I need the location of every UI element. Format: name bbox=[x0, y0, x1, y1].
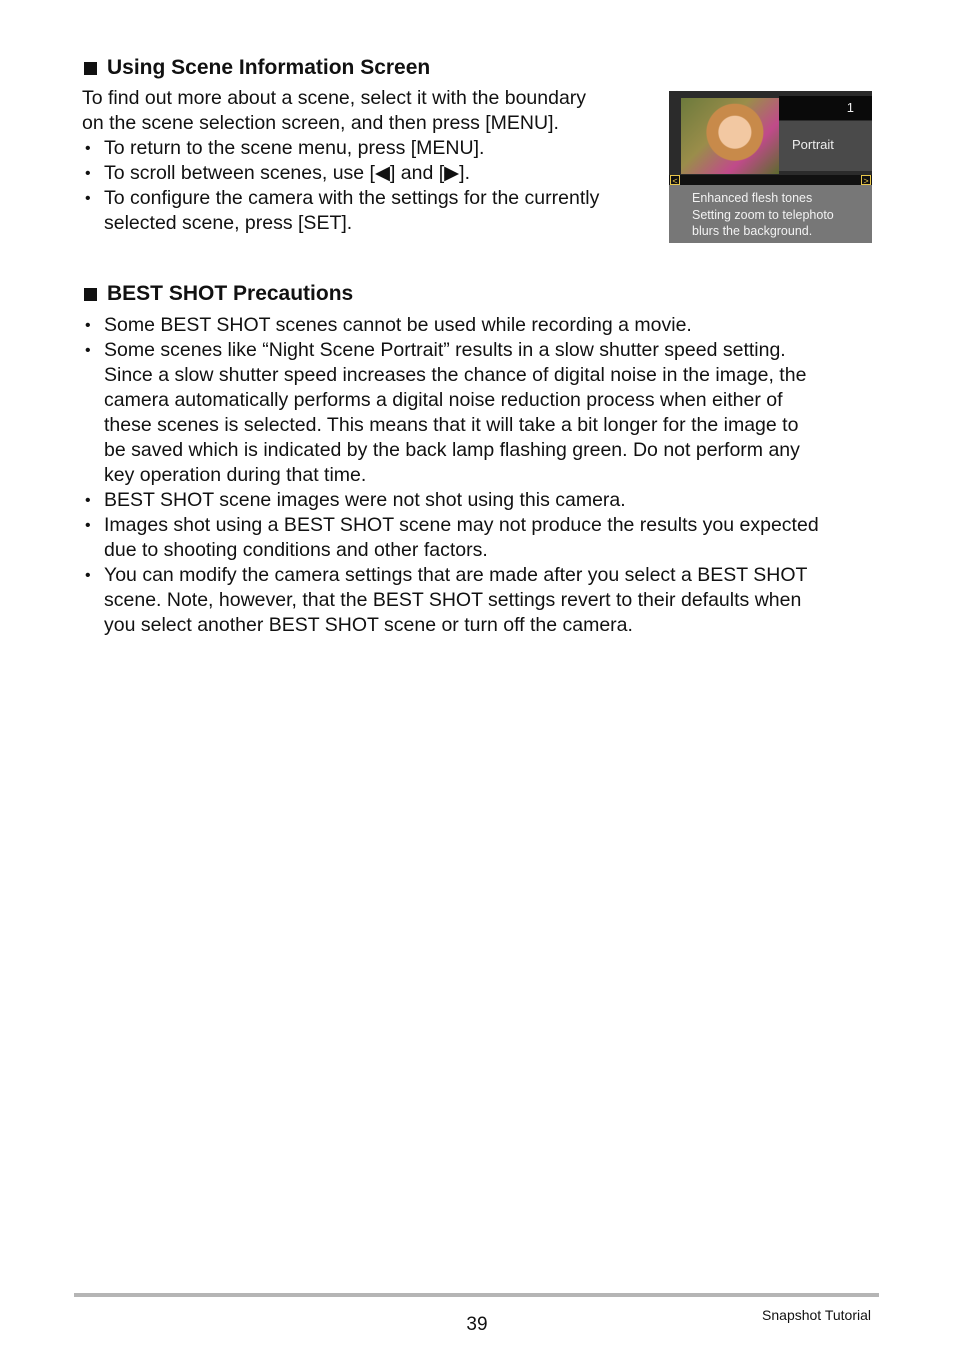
desc-line: Enhanced flesh tones bbox=[692, 191, 813, 205]
footer-rule bbox=[74, 1293, 879, 1297]
portrait-thumbnail bbox=[681, 98, 779, 174]
scene-description bbox=[692, 190, 834, 240]
left-arrow-icon: < bbox=[670, 175, 680, 185]
bullet-line: To return to the scene menu, press [MENU]. bbox=[104, 137, 485, 159]
precautions-bullet-list bbox=[82, 313, 819, 638]
bullet-dot-icon: • bbox=[85, 165, 91, 182]
bullet-dot-icon: • bbox=[85, 317, 91, 334]
bullet-line: be saved which is indicated by the back lamp flashing green. Do not perform any bbox=[104, 439, 800, 461]
intro-line: on the scene selection screen, and then press [MENU]. bbox=[82, 112, 559, 134]
scroll-bar bbox=[669, 175, 872, 185]
bullet-line: due to shooting conditions and other factors. bbox=[104, 539, 488, 561]
page-number: 39 bbox=[466, 1314, 488, 1335]
bullet-line: key operation during that time. bbox=[104, 464, 367, 486]
bullet-dot-icon: • bbox=[85, 140, 91, 157]
bullet-line: To scroll between scenes, use [◀] and [▶]. bbox=[104, 162, 471, 184]
bullet-line: BEST SHOT scene images were not shot using this camera. bbox=[104, 489, 626, 511]
section-heading-scene-info bbox=[84, 55, 430, 81]
scene-label: Portrait bbox=[792, 137, 834, 152]
bullet-dot-icon: • bbox=[85, 492, 91, 509]
bullet-item bbox=[82, 161, 599, 186]
bullet-item bbox=[82, 488, 819, 513]
bullet-item bbox=[82, 338, 819, 488]
bullet-line: Images shot using a BEST SHOT scene may not produce the results you expected bbox=[104, 514, 819, 536]
bullet-dot-icon: • bbox=[85, 190, 91, 207]
intro-paragraph bbox=[82, 86, 586, 136]
section-heading-precautions bbox=[84, 281, 353, 307]
square-bullet-icon bbox=[84, 288, 97, 301]
bullet-line: Since a slow shutter speed increases the chance of digital noise in the image, the bbox=[104, 364, 807, 386]
bullet-line: you select another BEST SHOT scene or turn off the camera. bbox=[104, 614, 633, 636]
footer-section-label: Snapshot Tutorial bbox=[762, 1307, 871, 1323]
bullet-dot-icon: • bbox=[85, 567, 91, 584]
heading-text: Using Scene Information Screen bbox=[107, 56, 431, 79]
scene-info-bullet-list bbox=[82, 136, 599, 236]
bullet-item bbox=[82, 186, 599, 236]
bullet-item bbox=[82, 563, 819, 638]
heading-text: BEST SHOT Precautions bbox=[107, 282, 354, 305]
camera-screen-image bbox=[669, 91, 872, 243]
bullet-line: selected scene, press [SET]. bbox=[104, 212, 353, 234]
bullet-line: scene. Note, however, that the BEST SHOT settings revert to their defaults when bbox=[104, 589, 802, 611]
bullet-dot-icon: • bbox=[85, 517, 91, 534]
scene-number: 1 bbox=[779, 96, 872, 120]
bullet-dot-icon: • bbox=[85, 342, 91, 359]
intro-line: To find out more about a scene, select it with the boundary bbox=[82, 87, 587, 109]
right-arrow-icon: > bbox=[861, 175, 871, 185]
desc-line: Setting zoom to telephoto bbox=[692, 207, 834, 222]
bullet-item bbox=[82, 513, 819, 563]
bullet-item bbox=[82, 136, 599, 161]
bullet-line: To configure the camera with the settings for the currently bbox=[104, 187, 600, 209]
bullet-line: camera automatically performs a digital noise reduction process when either of bbox=[104, 389, 783, 411]
bullet-line: Some BEST SHOT scenes cannot be used while recording a movie. bbox=[104, 314, 692, 336]
bullet-line: these scenes is selected. This means that it will take a bit longer for the image to bbox=[104, 414, 799, 436]
bullet-line: You can modify the camera settings that are made after you select a BEST SHOT bbox=[104, 564, 808, 586]
square-bullet-icon bbox=[84, 62, 97, 75]
desc-line: blurs the background. bbox=[692, 224, 813, 238]
bullet-item bbox=[82, 313, 819, 338]
bullet-line: Some scenes like “Night Scene Portrait” results in a slow shutter speed setting. bbox=[104, 339, 786, 361]
